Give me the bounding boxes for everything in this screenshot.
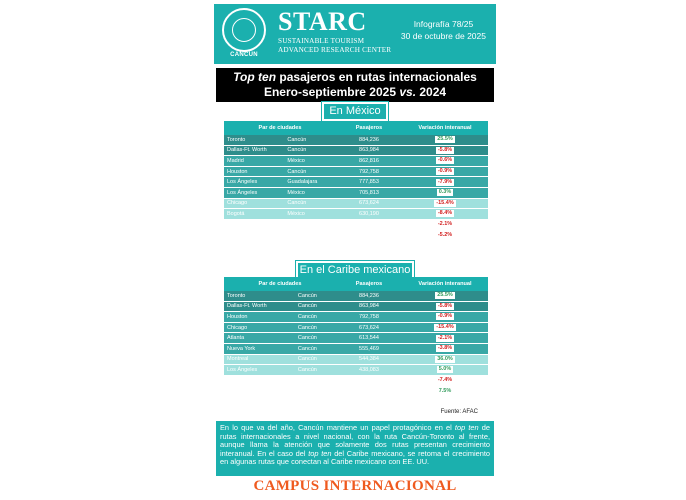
variation-value-cell <box>402 209 488 220</box>
title-line2-end: 2024 <box>416 85 447 99</box>
variation-badge: -7.9% <box>437 178 453 185</box>
variation-value-cell <box>402 135 488 145</box>
destination-city-cell: Cancún <box>295 322 336 333</box>
variation-value-cell <box>402 333 488 344</box>
destination-city-cell: Cancún <box>284 198 336 209</box>
variation-value-cell <box>402 365 488 376</box>
variation-badge: -3.8% <box>437 345 453 352</box>
destination-city-cell: Cancún <box>295 343 336 354</box>
variation-value-cell <box>402 187 488 198</box>
passengers-value-cell: 792,758 <box>336 166 402 177</box>
summary-paragraph <box>216 421 494 476</box>
university-seal-logo <box>222 8 266 52</box>
destination-city-cell: México <box>284 230 336 241</box>
variation-badge: -0.6% <box>437 157 453 164</box>
infographic-meta <box>401 18 486 42</box>
table-row <box>224 145 488 156</box>
destination-city-cell: México <box>284 187 336 198</box>
destination-city-cell: Cancún <box>295 333 336 344</box>
table-header-row <box>224 121 488 135</box>
origin-city-cell: Toronto <box>224 291 295 301</box>
variation-badge: 7.5% <box>438 387 452 394</box>
passengers-value-cell: 792,758 <box>336 312 402 323</box>
origin-city-cell: Toronto <box>224 135 284 145</box>
origin-city-cell: Miami <box>224 386 295 397</box>
destination-city-cell: Cancún <box>295 291 336 301</box>
passengers-value-cell: 544,384 <box>336 354 402 365</box>
passengers-value-cell: 426,499 <box>336 375 402 386</box>
passengers-value-cell: 422,280 <box>336 386 402 397</box>
paragraph-part1: En lo que va del año, Cancún mantiene un papel protagónico en el <box>220 423 455 432</box>
variation-badge: -2.1% <box>437 221 453 228</box>
origin-city-cell: Panamá <box>224 375 295 386</box>
passengers-value-cell: 705,813 <box>336 187 402 198</box>
publication-date: 30 de octubre de 2025 <box>400 31 486 41</box>
table-row <box>224 219 488 230</box>
origin-city-cell: Chicago <box>224 198 284 209</box>
passengers-value-cell: 862,816 <box>336 156 402 167</box>
destination-city-cell: Cancún <box>284 166 336 177</box>
table-row <box>224 312 488 323</box>
origin-city-cell: Montreal <box>224 354 295 365</box>
infographic-number: Infografía 78/25 <box>413 19 474 29</box>
table-row <box>224 291 488 301</box>
origin-city-cell: Atlanta <box>224 219 284 230</box>
section-tag-caribe: En el Caribe mexicano <box>296 261 414 280</box>
origin-city-cell: Bogotá <box>224 209 284 220</box>
paragraph-italic1: top ten <box>454 423 479 432</box>
table-row <box>224 354 488 365</box>
variation-value-cell <box>402 322 488 333</box>
variation-value-cell <box>402 177 488 188</box>
infographic-poster <box>214 4 496 496</box>
passengers-value-cell: 594,398 <box>336 230 402 241</box>
source-note: Fuente: AFAC <box>440 409 478 415</box>
variation-value-cell <box>402 230 488 241</box>
destination-city-cell: Cancún <box>295 375 336 386</box>
column-header-passengers: Pasajeros <box>336 277 402 291</box>
brand-subtitle-line1: SUSTAINABLE TOURISM <box>278 37 365 45</box>
destination-city-cell: Cancún <box>295 301 336 312</box>
table-mexico-body <box>224 135 488 240</box>
table-row <box>224 177 488 188</box>
table-header-row <box>224 277 488 291</box>
variation-badge: -5.2% <box>437 231 453 238</box>
passengers-value-cell: 555,469 <box>336 343 402 354</box>
section-tag-mexico: En México <box>322 102 388 121</box>
variation-badge: -2.1% <box>437 334 453 341</box>
passengers-value-cell: 777,853 <box>336 177 402 188</box>
variation-badge: 0.3% <box>438 189 452 196</box>
table-row <box>224 343 488 354</box>
paragraph-italic2: top ten <box>308 448 332 458</box>
variation-badge: 25.5% <box>437 292 453 299</box>
brand-subtitle <box>278 37 398 54</box>
paragraph-part3: del Caribe mexicano, se retoma el crecimiento en algunas rutas que conectan al Caribe mexicano con EE. UU. <box>220 448 491 467</box>
table-row <box>224 209 488 220</box>
origin-city-cell: Dallas-Ft. Worth <box>224 145 284 156</box>
destination-city-cell: Cancún <box>284 145 336 156</box>
table-row <box>224 386 488 397</box>
origin-city-cell: Nueva York <box>224 343 295 354</box>
table-row <box>224 156 488 167</box>
variation-value-cell <box>402 166 488 177</box>
brand-title: STARC <box>278 7 367 36</box>
passengers-value-cell: 863,984 <box>336 301 402 312</box>
passengers-value-cell: 863,984 <box>336 145 402 156</box>
seal-caption: CANCÚN <box>230 52 258 58</box>
passengers-value-cell: 884,236 <box>336 291 402 301</box>
origin-city-cell: Houston <box>224 230 284 241</box>
variation-badge: -5.8% <box>437 302 453 309</box>
table-row <box>224 375 488 386</box>
title-line1-rest: pasajeros en rutas internacionales <box>276 70 477 84</box>
header-banner <box>214 4 496 64</box>
variation-badge: -0.9% <box>437 313 453 320</box>
column-header-pair: Par de ciudades <box>224 121 336 135</box>
passengers-value-cell: 673,624 <box>336 198 402 209</box>
table-row <box>224 333 488 344</box>
variation-value-cell <box>402 291 488 301</box>
main-title <box>216 68 494 102</box>
table-row <box>224 135 488 145</box>
destination-city-cell: Cancún <box>295 365 336 376</box>
variation-value-cell <box>402 198 488 209</box>
table-row <box>224 365 488 376</box>
column-header-passengers: Pasajeros <box>336 121 402 135</box>
table-caribe-body <box>224 291 488 396</box>
passengers-value-cell: 884,236 <box>336 135 402 145</box>
variation-badge: -0.9% <box>437 168 453 175</box>
footer-campus-internacional: CAMPUS INTERNACIONAL <box>253 478 457 494</box>
origin-city-cell: Houston <box>224 312 295 323</box>
variation-value-cell <box>402 312 488 323</box>
origin-city-cell: Los Ángeles <box>224 365 295 376</box>
variation-value-cell <box>402 145 488 156</box>
variation-badge: -8.4% <box>437 210 453 217</box>
variation-badge: -5.8% <box>437 146 453 153</box>
column-header-variation: Variación interanual <box>402 121 488 135</box>
origin-city-cell: Dallas-Ft. Worth <box>224 301 295 312</box>
table-row <box>224 187 488 198</box>
variation-value-cell <box>402 301 488 312</box>
passengers-value-cell: 438,083 <box>336 365 402 376</box>
table-row <box>224 198 488 209</box>
title-line1 <box>216 70 494 85</box>
destination-city-cell: Guadalajara <box>284 177 336 188</box>
variation-value-cell <box>402 343 488 354</box>
variation-value-cell <box>402 375 488 386</box>
destination-city-cell: Cancún <box>295 312 336 323</box>
column-header-variation: Variación interanual <box>402 277 488 291</box>
brand-subtitle-line2: ADVANCED RESEARCH CENTER <box>278 45 392 54</box>
passengers-value-cell: 613,544 <box>336 333 402 344</box>
origin-city-cell: Los Ángeles <box>224 187 284 198</box>
table-row <box>224 166 488 177</box>
destination-city-cell: Cancún <box>295 386 336 397</box>
title-italic-topten: Top ten <box>233 70 277 84</box>
variation-badge: -15.4% <box>436 324 454 331</box>
destination-city-cell: México <box>284 156 336 167</box>
paragraph-part2: de rutas internacionales a nivel nacional, con la ruta Cancún-Toronto al frente, aunque llama la atención que solamente dos rutas presentan crecimiento interanual. En el caso del <box>220 423 490 458</box>
destination-city-cell: Cancún <box>284 219 336 230</box>
passengers-value-cell: 673,624 <box>336 322 402 333</box>
variation-badge: 25.5% <box>437 136 453 143</box>
seal-inner-ring <box>232 18 256 42</box>
destination-city-cell: Cancún <box>284 135 336 145</box>
destination-city-cell: México <box>284 209 336 220</box>
table-caribe <box>224 277 488 397</box>
variation-badge: 5.0% <box>438 366 452 373</box>
variation-value-cell <box>402 156 488 167</box>
destination-city-cell: Cancún <box>295 354 336 365</box>
passengers-value-cell: 613,544 <box>336 219 402 230</box>
origin-city-cell: Chicago <box>224 322 295 333</box>
title-line2-start: Enero-septiembre 2025 <box>263 85 400 99</box>
table-row <box>224 301 488 312</box>
variation-value-cell <box>402 354 488 365</box>
variation-value-cell <box>402 219 488 230</box>
title-italic-vs: vs. <box>399 85 417 99</box>
variation-badge: -15.4% <box>436 199 454 206</box>
table-row <box>224 322 488 333</box>
origin-city-cell: Madrid <box>224 156 284 167</box>
origin-city-cell: Los Ángeles <box>224 177 284 188</box>
table-row <box>224 230 488 241</box>
origin-city-cell: Atlanta <box>224 333 295 344</box>
passengers-value-cell: 630,190 <box>336 209 402 220</box>
variation-value-cell <box>402 386 488 397</box>
title-line2 <box>216 85 494 100</box>
table-mexico <box>224 121 488 241</box>
column-header-pair: Par de ciudades <box>224 277 336 291</box>
variation-badge: -7.4% <box>437 377 453 384</box>
variation-badge: 36.0% <box>437 355 453 362</box>
origin-city-cell: Houston <box>224 166 284 177</box>
